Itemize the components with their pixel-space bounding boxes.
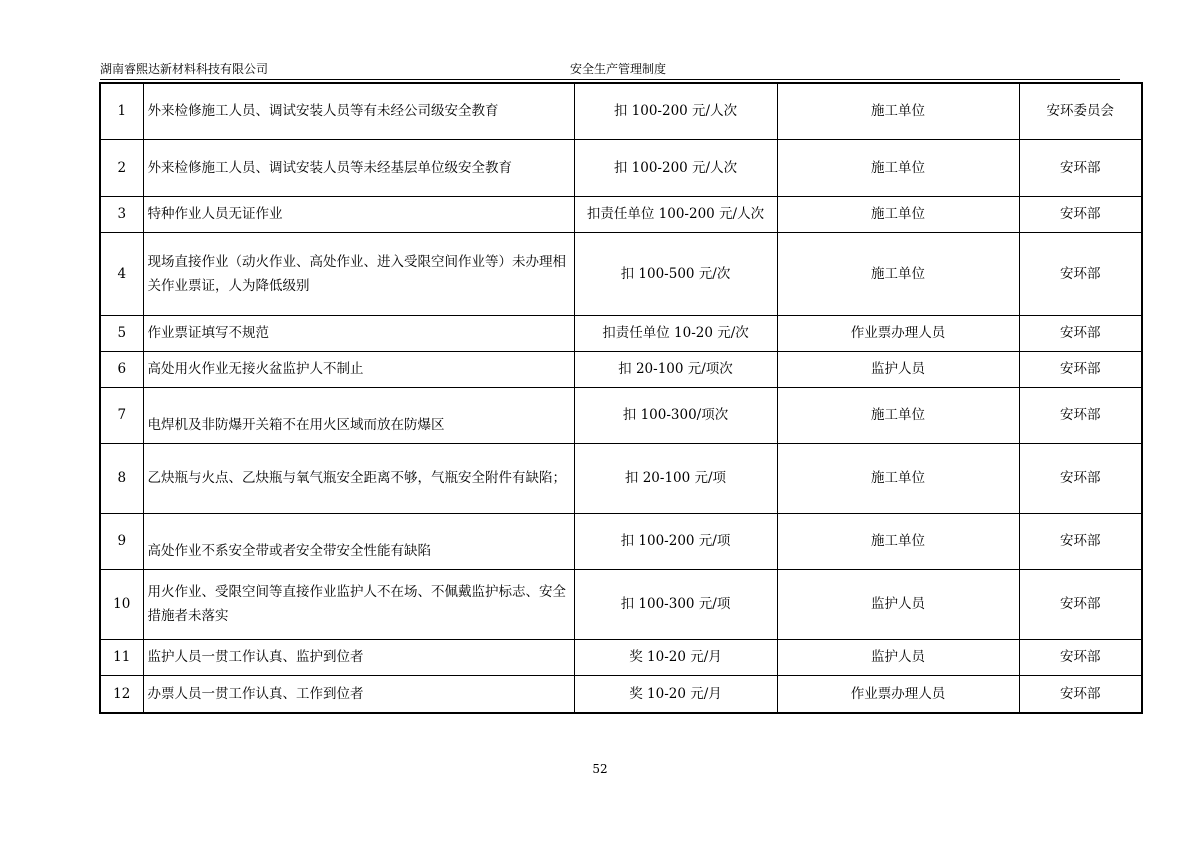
- row-number: 8: [100, 443, 143, 513]
- responsible-party: 施工单位: [777, 387, 1019, 443]
- responsible-party: 监护人员: [777, 569, 1019, 639]
- violation-item: 现场直接作业（动火作业、高处作业、进入受限空间作业等）未办理相关作业票证，人为降低级别: [143, 232, 574, 315]
- assessing-department: 安环部: [1019, 639, 1142, 675]
- violation-item: 外来检修施工人员、调试安装人员等有未经公司级安全教育: [143, 83, 574, 139]
- table-row: [100, 639, 1142, 675]
- violation-item: 高处作业不系安全带或者安全带安全性能有缺陷: [143, 513, 574, 569]
- row-number: 10: [100, 569, 143, 639]
- assessing-department: 安环部: [1019, 387, 1142, 443]
- responsible-party: 施工单位: [777, 139, 1019, 196]
- violation-item: 办票人员一贯工作认真、工作到位者: [143, 675, 574, 713]
- penalty-amount: 扣 100-200 元/人次: [574, 139, 777, 196]
- table-row: [100, 351, 1142, 387]
- assessing-department: 安环部: [1019, 443, 1142, 513]
- table-row: [100, 315, 1142, 351]
- row-number: 9: [100, 513, 143, 569]
- assessing-department: 安环部: [1019, 675, 1142, 713]
- assessing-department: 安环部: [1019, 569, 1142, 639]
- row-number: 6: [100, 351, 143, 387]
- violation-item: 特种作业人员无证作业: [143, 196, 574, 232]
- penalty-amount: 奖 10-20 元/月: [574, 639, 777, 675]
- company-name: 湖南睿熙达新材料科技有限公司: [100, 62, 269, 76]
- row-number: 12: [100, 675, 143, 713]
- table-row: [100, 83, 1142, 139]
- penalty-amount: 扣 100-200 元/项: [574, 513, 777, 569]
- violation-item: 外来检修施工人员、调试安装人员等未经基层单位级安全教育: [143, 139, 574, 196]
- responsible-party: 监护人员: [777, 351, 1019, 387]
- table-row: [100, 569, 1142, 639]
- penalty-amount: 扣 100-300 元/项: [574, 569, 777, 639]
- assessing-department: 安环部: [1019, 232, 1142, 315]
- table-row: [100, 443, 1142, 513]
- assessing-department: 安环部: [1019, 513, 1142, 569]
- row-number: 4: [100, 232, 143, 315]
- responsible-party: 施工单位: [777, 513, 1019, 569]
- penalty-amount: 扣 20-100 元/项: [574, 443, 777, 513]
- assessing-department: 安环部: [1019, 315, 1142, 351]
- row-number: 3: [100, 196, 143, 232]
- penalty-table-body: [100, 83, 1142, 713]
- penalty-amount: 扣责任单位 10-20 元/次: [574, 315, 777, 351]
- penalty-amount: 扣 20-100 元/项次: [574, 351, 777, 387]
- responsible-party: 施工单位: [777, 232, 1019, 315]
- page-number: 52: [592, 762, 608, 776]
- document-title: 安全生产管理制度: [570, 62, 667, 76]
- row-number: 1: [100, 83, 143, 139]
- table-row: [100, 139, 1142, 196]
- table-row: [100, 387, 1142, 443]
- penalty-table: [99, 82, 1143, 714]
- penalty-amount: 扣 100-500 元/次: [574, 232, 777, 315]
- penalty-amount: 扣 100-300/项次: [574, 387, 777, 443]
- assessing-department: 安环委员会: [1019, 83, 1142, 139]
- responsible-party: 施工单位: [777, 196, 1019, 232]
- table-row: [100, 232, 1142, 315]
- violation-item: 乙炔瓶与火点、乙炔瓶与氧气瓶安全距离不够，气瓶安全附件有缺陷；: [143, 443, 574, 513]
- assessing-department: 安环部: [1019, 196, 1142, 232]
- violation-item: 监护人员一贯工作认真、监护到位者: [143, 639, 574, 675]
- violation-item: 高处用火作业无接火盆监护人不制止: [143, 351, 574, 387]
- violation-item: 用火作业、受限空间等直接作业监护人不在场、不佩戴监护标志、安全措施者未落实: [143, 569, 574, 639]
- row-number: 2: [100, 139, 143, 196]
- penalty-amount: 奖 10-20 元/月: [574, 675, 777, 713]
- assessing-department: 安环部: [1019, 139, 1142, 196]
- responsible-party: 施工单位: [777, 443, 1019, 513]
- responsible-party: 作业票办理人员: [777, 675, 1019, 713]
- responsible-party: 作业票办理人员: [777, 315, 1019, 351]
- row-number: 11: [100, 639, 143, 675]
- header-divider: [100, 79, 1120, 80]
- penalty-amount: 扣责任单位 100-200 元/人次: [574, 196, 777, 232]
- table-row: [100, 196, 1142, 232]
- assessing-department: 安环部: [1019, 351, 1142, 387]
- responsible-party: 施工单位: [777, 83, 1019, 139]
- violation-item: 电焊机及非防爆开关箱不在用火区域而放在防爆区: [143, 387, 574, 443]
- page-header: [100, 60, 1120, 79]
- penalty-amount: 扣 100-200 元/人次: [574, 83, 777, 139]
- violation-item: 作业票证填写不规范: [143, 315, 574, 351]
- row-number: 7: [100, 387, 143, 443]
- responsible-party: 监护人员: [777, 639, 1019, 675]
- table-row: [100, 675, 1142, 713]
- row-number: 5: [100, 315, 143, 351]
- table-row: [100, 513, 1142, 569]
